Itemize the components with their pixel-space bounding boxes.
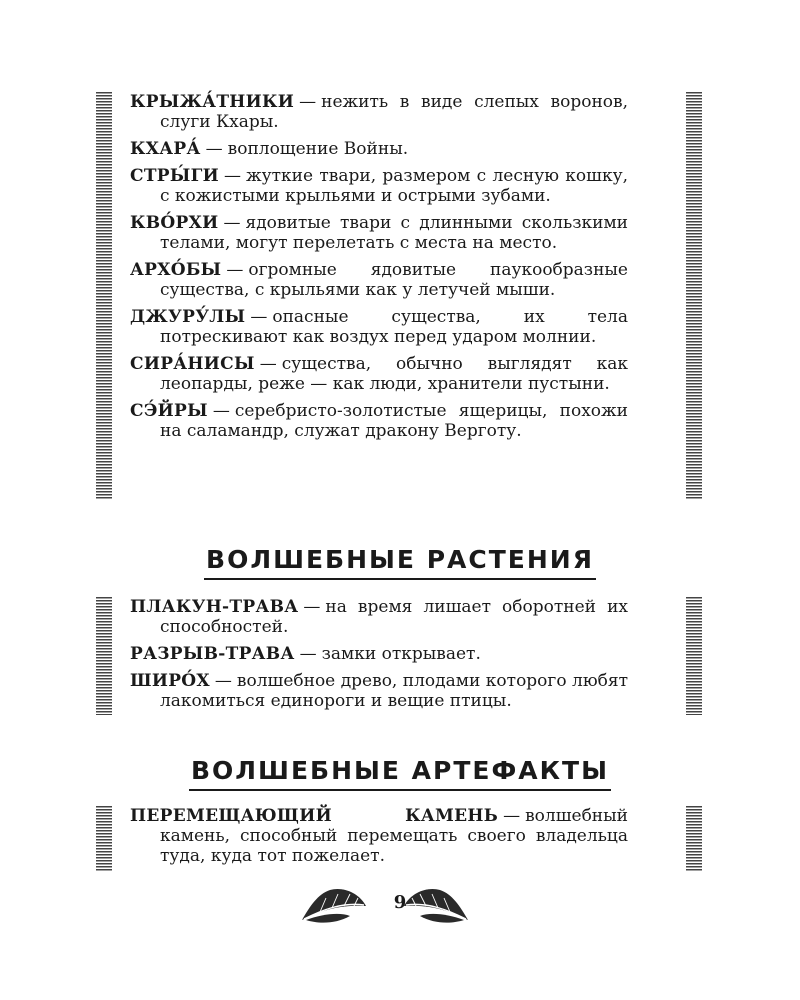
entry-term: РАЗРЫВ-ТРАВА — [130, 644, 295, 664]
entry-dash: — — [205, 139, 223, 159]
entry-dash: — — [503, 806, 521, 826]
entry-definition: воплощение Войны. — [227, 139, 409, 159]
entry-definition: жуткие твари, размером с лесную кошку, с кожистыми крыльями и острыми зубами. — [160, 166, 628, 206]
right-border-ornament — [686, 597, 702, 715]
entry-definition: замки открывает. — [321, 644, 481, 664]
glossary-entry — [130, 644, 628, 664]
entry-definition: волшебный камень, способный перемещать своего владельца туда, куда тот пожелает. — [160, 806, 628, 866]
entry-term: СИРА́НИСЫ — [130, 354, 255, 374]
glossary-entry — [130, 166, 628, 206]
left-border-ornament — [96, 806, 112, 872]
page-footer — [0, 882, 800, 926]
entry-definition: нежить в виде слепых воронов, слуги Кхары. — [160, 92, 628, 132]
entry-dash: — — [226, 260, 244, 280]
heading-text: ВОЛШЕБНЫЕ РАСТЕНИЯ — [204, 545, 596, 580]
entry-term: ДЖУРУ́ЛЫ — [130, 307, 246, 327]
left-border-ornament — [96, 92, 112, 500]
entry-term: СТРЫ́ГИ — [130, 166, 219, 186]
entry-definition: существа, обычно выглядят как леопарды, реже — как люди, хранители пустыни. — [160, 354, 628, 394]
glossary-entry — [130, 213, 628, 253]
creatures-section — [96, 92, 702, 500]
leaf-ornament-right-icon — [400, 882, 470, 926]
right-border-ornament — [686, 92, 702, 500]
entry-definition: огромные ядовитые паукообразные существа, с крыльями как у летучей мыши. — [160, 260, 628, 300]
glossary-entry — [130, 139, 628, 159]
entry-definition: серебристо-золотистые ящерицы, похожи на саламандр, служат дракону Верготу. — [160, 401, 628, 441]
glossary-entry — [130, 401, 628, 441]
entry-dash: — — [303, 597, 321, 617]
entry-term: АРХО́БЫ — [130, 260, 222, 280]
entry-term: ПЛАКУН-ТРАВА — [130, 597, 299, 617]
glossary-entry — [130, 597, 628, 637]
entry-dash: — — [214, 671, 232, 691]
glossary-entry — [130, 806, 628, 866]
plants-section — [96, 597, 702, 715]
entry-term: ПЕРЕМЕЩАЮЩИЙ КАМЕНЬ — [130, 806, 499, 826]
entry-dash: — — [259, 354, 277, 374]
entry-definition: на время лишает оборотней их способностей. — [160, 597, 628, 637]
entry-term: КХАРА́ — [130, 139, 201, 159]
entry-dash: — — [299, 92, 317, 112]
glossary-entry — [130, 354, 628, 394]
glossary-entry — [130, 671, 628, 711]
right-border-ornament — [686, 806, 702, 872]
section-heading-artifacts — [0, 756, 800, 791]
section-heading-plants — [0, 545, 800, 580]
page-number: 9 — [393, 892, 407, 913]
entry-definition: опасные существа, их тела потрескивают как воздух перед ударом молнии. — [160, 307, 628, 347]
entry-definition: ядовитые твари с длинными скользкими телами, могут перелетать с места на место. — [160, 213, 628, 253]
entry-term: СЭ́ЙРЫ — [130, 401, 208, 421]
glossary-entry — [130, 260, 628, 300]
glossary-entry — [130, 307, 628, 347]
heading-text: ВОЛШЕБНЫЕ АРТЕФАКТЫ — [189, 756, 611, 791]
entry-dash: — — [212, 401, 230, 421]
entry-dash: — — [223, 213, 241, 233]
glossary-entry — [130, 92, 628, 132]
left-border-ornament — [96, 597, 112, 715]
entry-term: КВО́РХИ — [130, 213, 219, 233]
entry-definition: волшебное древо, плодами которого любят лакомиться единороги и вещие птицы. — [160, 671, 628, 711]
entry-dash: — — [250, 307, 268, 327]
entry-dash: — — [299, 644, 317, 664]
artifacts-section — [96, 806, 702, 872]
entry-term: ШИРО́Х — [130, 671, 210, 691]
entry-dash: — — [224, 166, 241, 186]
entry-term: КРЫЖА́ТНИКИ — [130, 92, 295, 112]
